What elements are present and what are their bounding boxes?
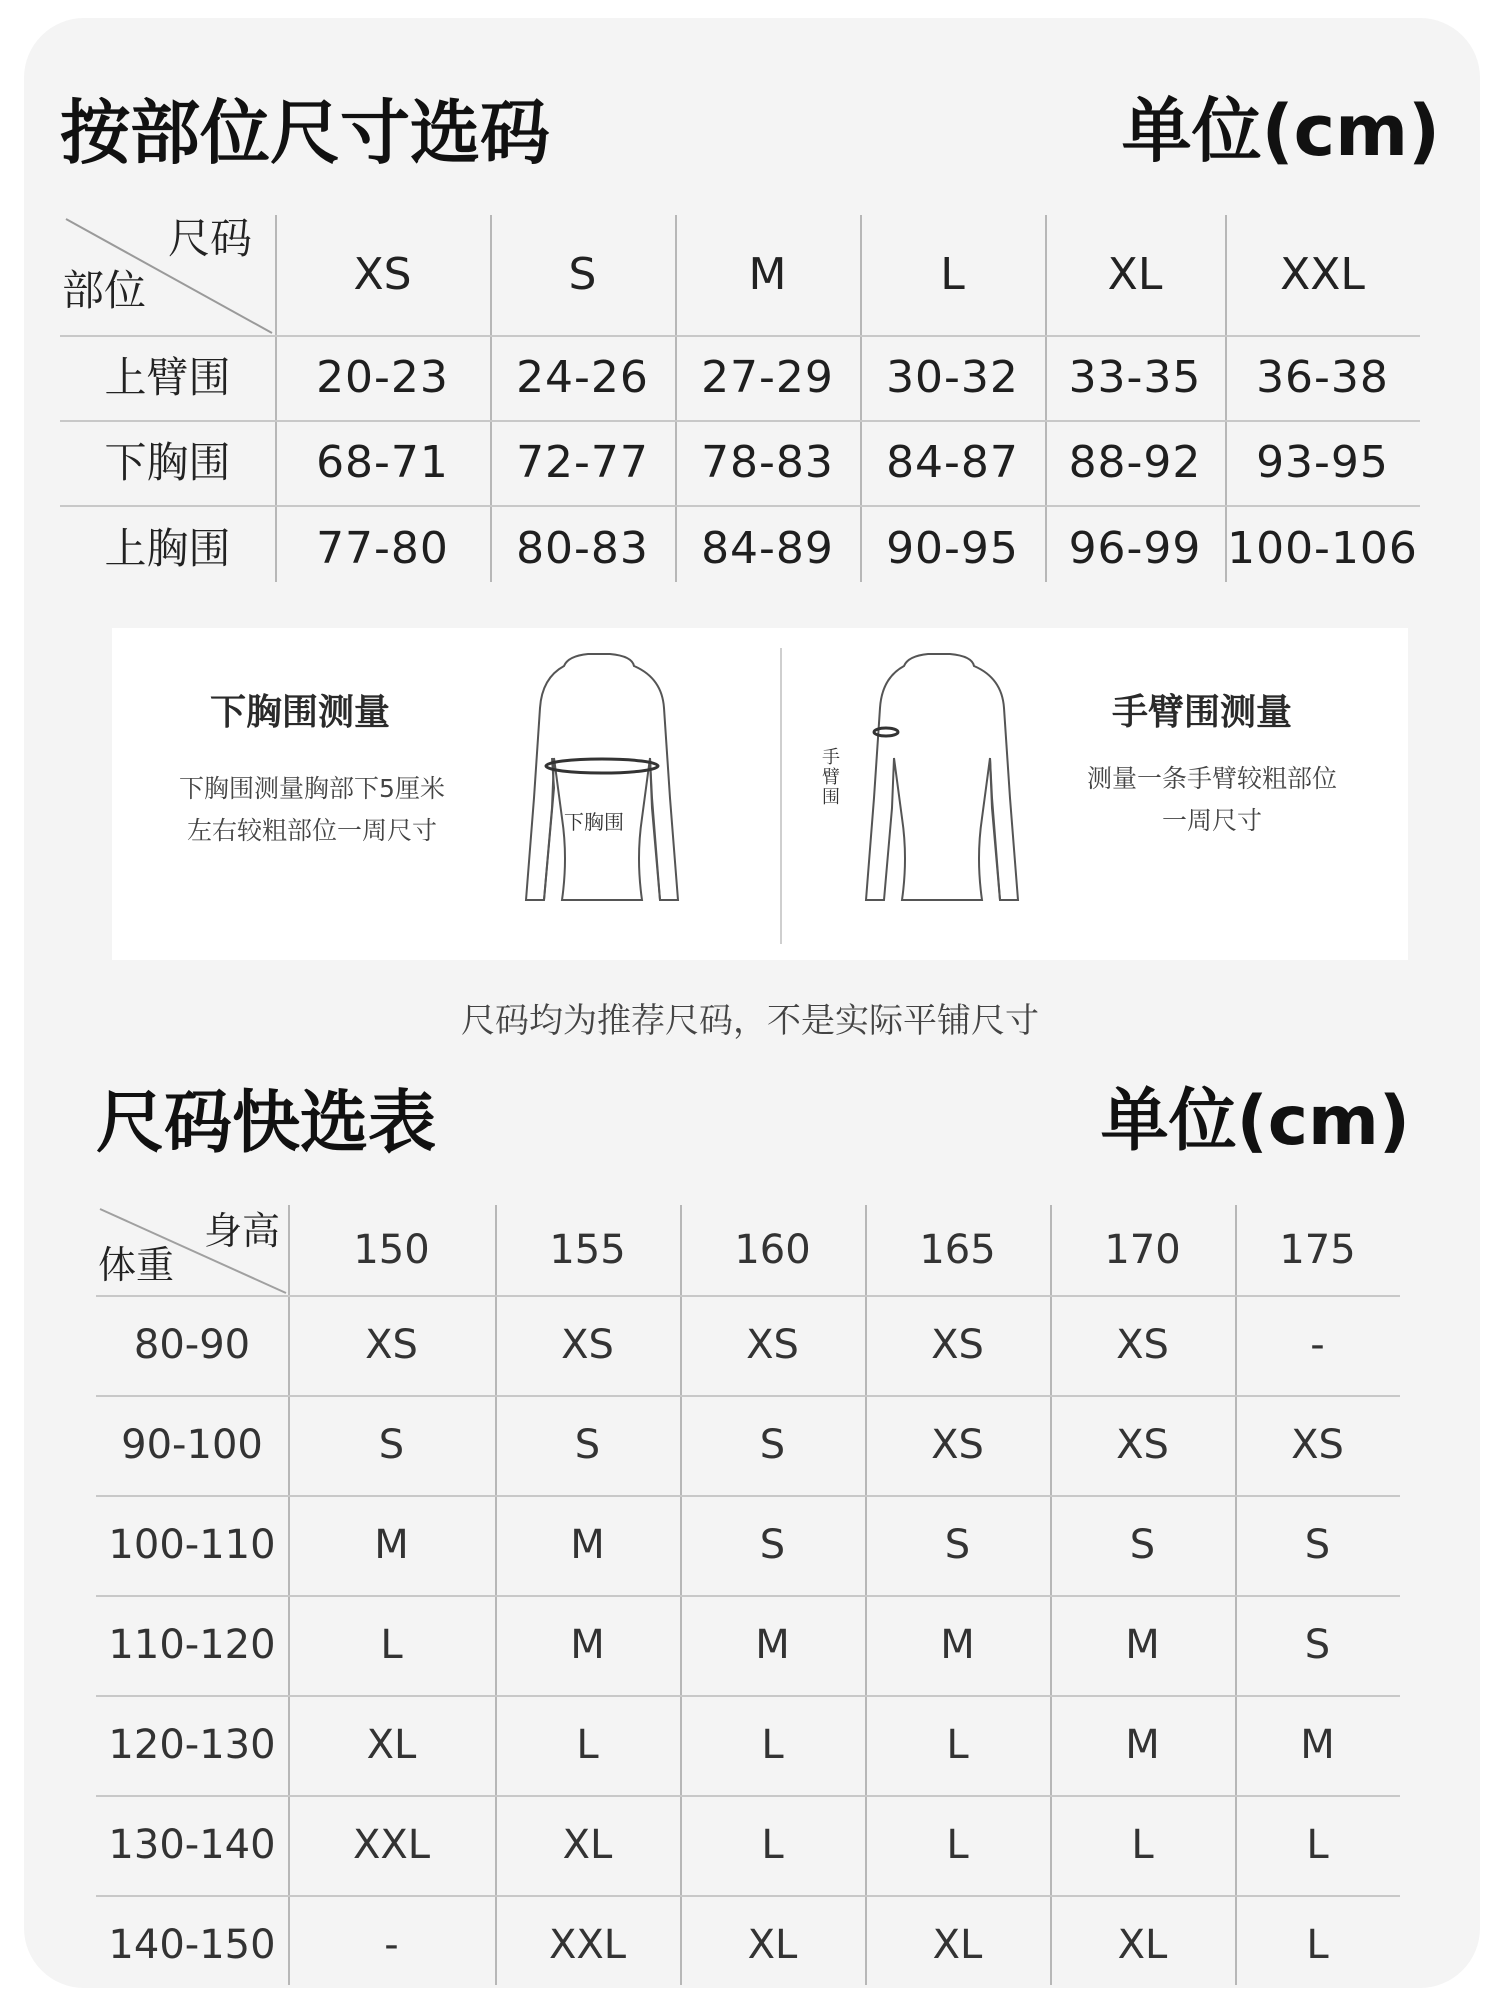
- table2-cell: XXL: [548, 1922, 627, 1968]
- table1-cell: 36-38: [1256, 351, 1389, 403]
- table1-size-header: M: [748, 249, 787, 300]
- table1-cell: 80-83: [516, 522, 649, 574]
- under-bust-measure-title: 下胸围测量: [210, 692, 391, 733]
- table2-cell: L: [576, 1722, 599, 1768]
- table1-cell: 100-106: [1227, 522, 1418, 574]
- table2-cell: XL: [747, 1922, 798, 1968]
- table2-cell: S: [1129, 1522, 1156, 1568]
- table2-cell: XL: [1117, 1922, 1168, 1968]
- under-bust-measure-desc: [152, 768, 472, 852]
- table1-row-label: 上臂围: [104, 352, 231, 402]
- arm-desc-line1: 测量一条手臂较粗部位: [1086, 764, 1337, 793]
- table2-cell: S: [378, 1422, 405, 1468]
- table2-cell: L: [946, 1722, 969, 1768]
- table2-cell: M: [755, 1622, 790, 1668]
- table2-cell: XS: [561, 1322, 614, 1368]
- table2-height-header: 165: [919, 1227, 996, 1273]
- panel-divider: [780, 648, 782, 944]
- table1-cell: 84-87: [886, 436, 1019, 488]
- table1-cell: 96-99: [1068, 522, 1202, 574]
- table2-cell: S: [759, 1422, 786, 1468]
- table2-cell: L: [761, 1722, 784, 1768]
- table2-cell: S: [1304, 1522, 1331, 1568]
- table2-cell: XL: [932, 1922, 983, 1968]
- table2-weight-label: 130-140: [108, 1822, 276, 1868]
- section2-title: 尺码快选表: [96, 1084, 437, 1163]
- measurement-illustration-panel: [112, 628, 1408, 960]
- table1-cell: 30-32: [886, 351, 1019, 403]
- table2-cell: XS: [1291, 1422, 1344, 1468]
- table2-height-header: 170: [1104, 1227, 1181, 1273]
- table1-cell: 72-77: [516, 436, 649, 488]
- table1-corner-part-label: 部位: [62, 266, 147, 315]
- table2-cell: XXL: [352, 1822, 431, 1868]
- table2-height-header: 175: [1279, 1227, 1356, 1273]
- table2-height-header: 160: [734, 1227, 811, 1273]
- table2-cell: L: [946, 1822, 969, 1868]
- recommendation-note: 尺码均为推荐尺码，不是实际平铺尺寸: [461, 1001, 1039, 1041]
- table2-cell: M: [1125, 1722, 1160, 1768]
- table2-cell: XS: [1116, 1422, 1169, 1468]
- table1-cell: 78-83: [701, 436, 834, 488]
- table1-size-header: S: [568, 249, 597, 300]
- table1-size-header: XL: [1107, 249, 1163, 300]
- table2-cell: XS: [746, 1322, 799, 1368]
- table2-cell: M: [940, 1622, 975, 1668]
- table2-weight-label: 120-130: [108, 1722, 276, 1768]
- table2-weight-label: 80-90: [133, 1322, 251, 1368]
- table1-size-header: XS: [353, 249, 412, 300]
- arm-measure-title: 手臂围测量: [1112, 692, 1293, 733]
- table2-corner-height-label: 身高: [204, 1209, 281, 1253]
- table1-cell: 93-95: [1256, 436, 1389, 488]
- table2-weight-label: 100-110: [108, 1522, 276, 1568]
- table2-weight-label: 90-100: [121, 1422, 263, 1468]
- under-bust-figure-label: 下胸围: [564, 810, 624, 834]
- table2-weight-label: 140-150: [108, 1922, 276, 1968]
- table2-cell: M: [1300, 1722, 1335, 1768]
- table2-cell: L: [761, 1822, 784, 1868]
- torso-arm-illustration: [832, 648, 1052, 908]
- table2-cell: XL: [562, 1822, 613, 1868]
- table1-cell: 88-92: [1068, 436, 1202, 488]
- table2-cell: XS: [931, 1422, 984, 1468]
- table2-cell: L: [1306, 1822, 1329, 1868]
- table1-size-header: XXL: [1280, 249, 1365, 300]
- table1-cell: 20-23: [316, 351, 449, 403]
- table2-cell: XS: [365, 1322, 418, 1368]
- table2-height-header: 150: [353, 1227, 430, 1273]
- table1-row-label: 下胸围: [104, 437, 231, 487]
- table2-corner-weight-label: 体重: [98, 1243, 175, 1287]
- table1-cell: 77-80: [316, 522, 449, 574]
- table1-cell: 90-95: [886, 522, 1019, 574]
- table2-cell: M: [570, 1622, 605, 1668]
- section2-unit: 单位(cm): [1100, 1082, 1410, 1161]
- table2-cell: S: [944, 1522, 971, 1568]
- under-bust-desc-line1: 下胸围测量胸部下5厘米: [179, 774, 445, 803]
- table1-cell: 84-89: [701, 522, 834, 574]
- under-bust-desc-line2: 左右较粗部位一周尺寸: [186, 816, 437, 845]
- table2-cell: S: [759, 1522, 786, 1568]
- table2-cell: -: [1310, 1322, 1325, 1368]
- table1-cell: 68-71: [316, 436, 449, 488]
- table2-cell: L: [1306, 1922, 1329, 1968]
- table2-cell: M: [374, 1522, 409, 1568]
- table2-cell: L: [380, 1622, 403, 1668]
- table1-cell: 24-26: [516, 351, 649, 403]
- table2-cell: L: [1131, 1822, 1154, 1868]
- torso-underbust-illustration: [492, 648, 712, 908]
- table2-weight-label: 110-120: [108, 1622, 276, 1668]
- section1-unit: 单位(cm): [1121, 90, 1440, 172]
- arm-desc-line2: 一周尺寸: [1161, 806, 1262, 835]
- table2-cell: S: [1304, 1622, 1331, 1668]
- table2-cell: -: [384, 1922, 399, 1968]
- table2-cell: XS: [931, 1322, 984, 1368]
- section1-title: 按部位尺寸选码: [60, 92, 550, 174]
- table2-cell: XL: [366, 1722, 417, 1768]
- table2-cell: M: [570, 1522, 605, 1568]
- table1-cell: 33-35: [1068, 351, 1202, 403]
- table1-corner-size-label: 尺码: [168, 214, 253, 263]
- table2-cell: M: [1125, 1622, 1160, 1668]
- table2-cell: XS: [1116, 1322, 1169, 1368]
- table1-cell: 27-29: [701, 351, 834, 403]
- table2-cell: S: [574, 1422, 601, 1468]
- arm-figure-label: 手臂围: [822, 747, 840, 808]
- table1-size-header: L: [940, 249, 965, 300]
- table1-row-label: 上胸围: [104, 523, 231, 573]
- arm-measure-desc: [1052, 758, 1372, 842]
- table2-height-header: 155: [549, 1227, 626, 1273]
